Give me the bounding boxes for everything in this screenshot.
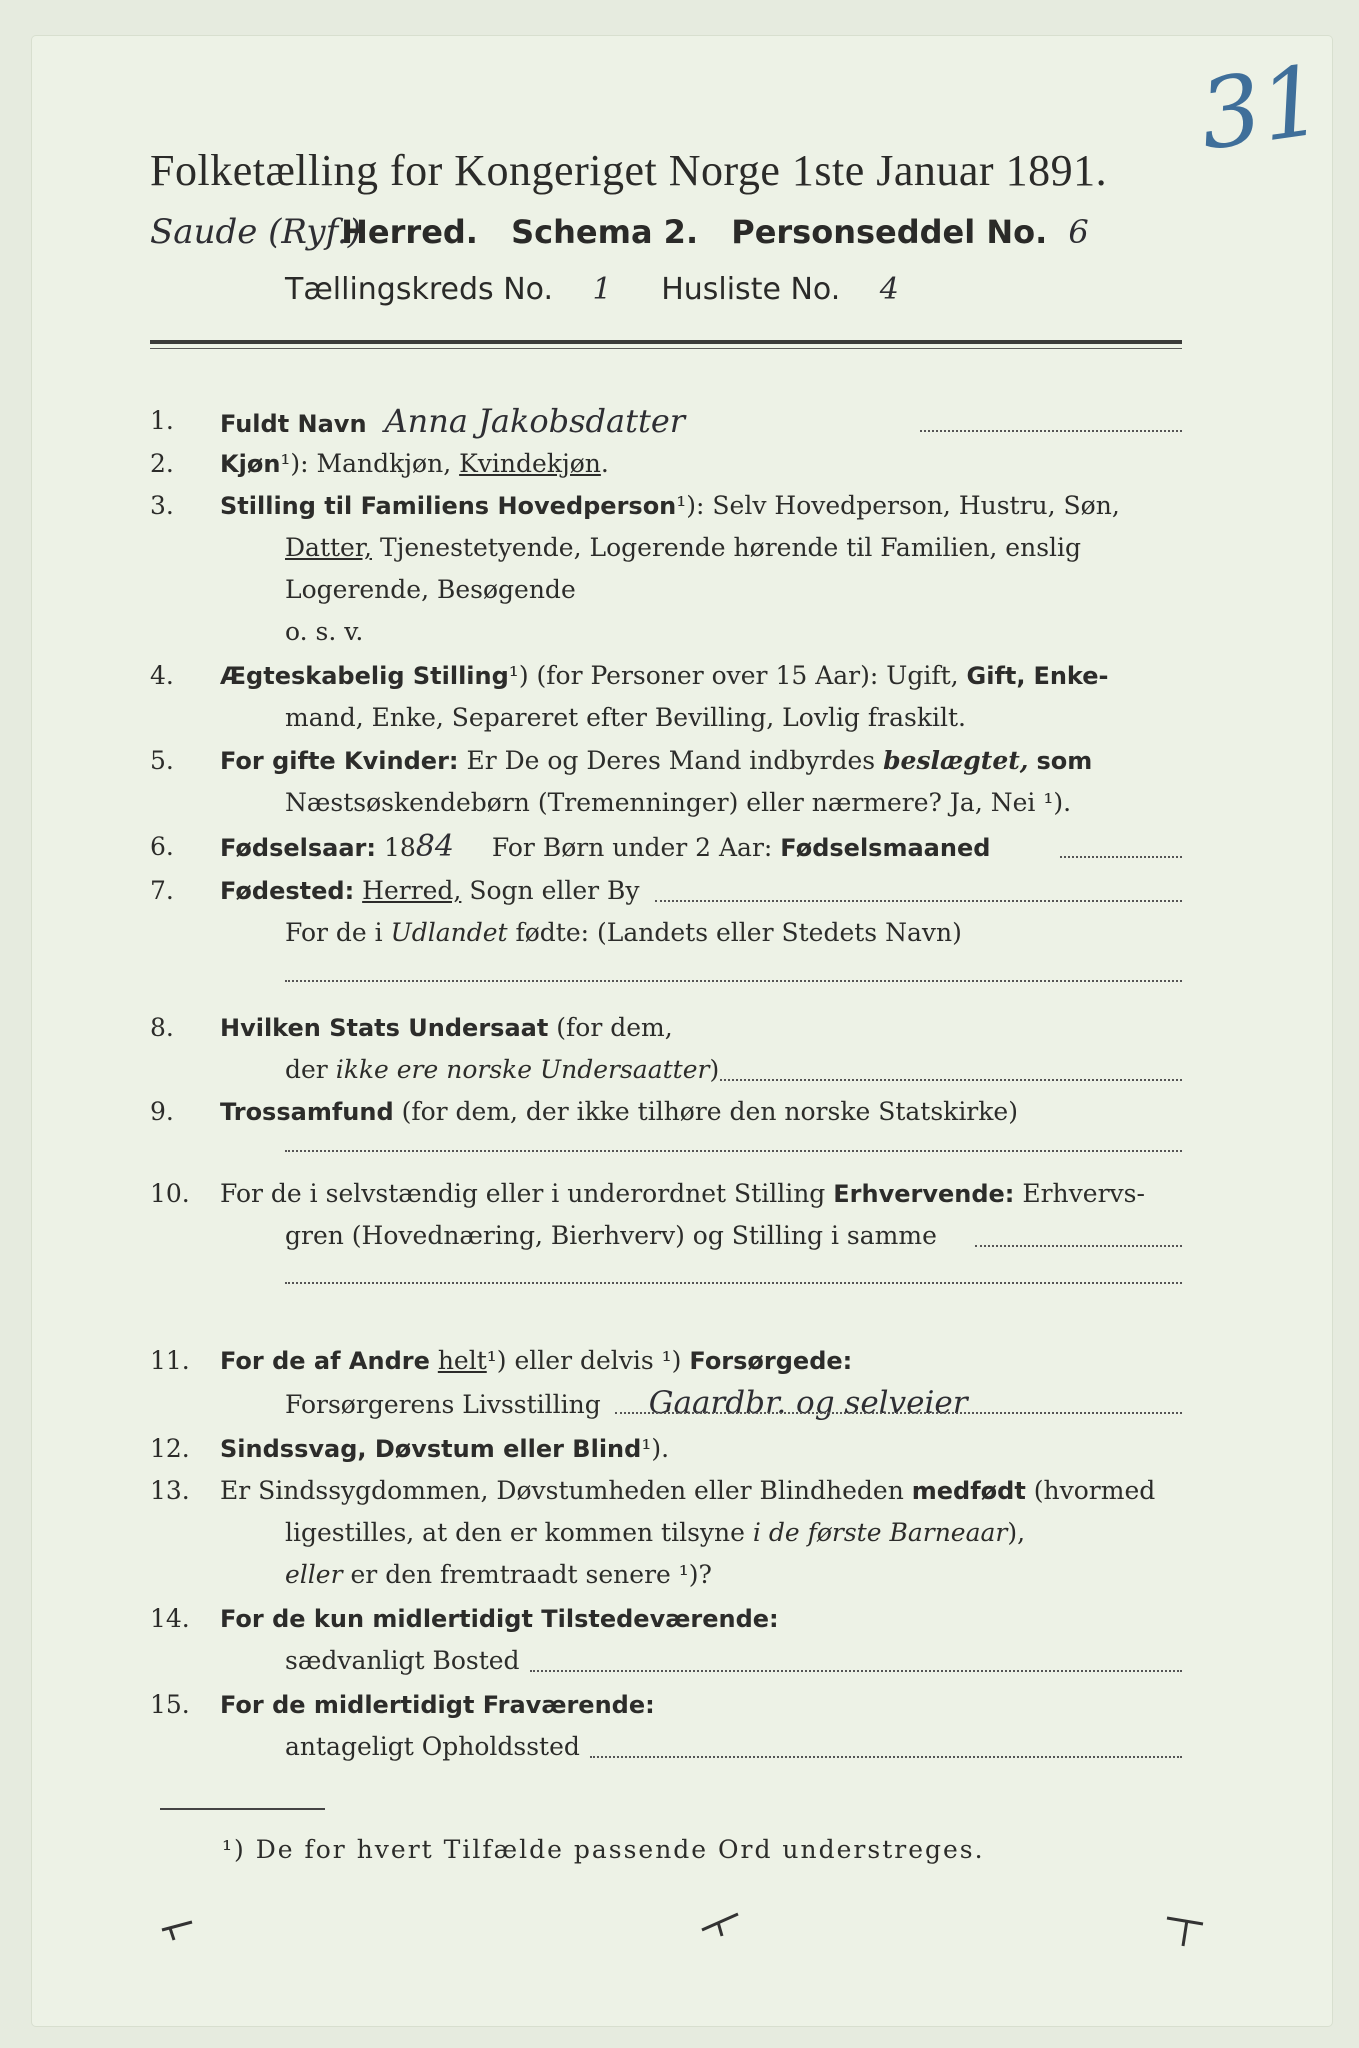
q14-label: For de kun midlertidigt Tilstedeværende:: [220, 1605, 779, 1633]
q7-text: Sogn eller By: [469, 876, 640, 905]
q5-line1: [220, 740, 1092, 782]
q4-line1: [220, 655, 1109, 697]
herred-label: Herred.: [341, 213, 478, 251]
q2-end: .: [600, 449, 609, 478]
form-title: Folketælling for Kongeriget Norge 1ste Januar 1891.: [150, 146, 1108, 195]
q10-dotted-line: [975, 1245, 1182, 1247]
q6-prefix: 18: [383, 833, 416, 862]
personseddel-value: 6: [1068, 213, 1089, 251]
header-rule-thin: [150, 348, 1182, 349]
q15-number: 15.: [150, 1690, 190, 1719]
q4-label: Ægteskabelig Stilling: [220, 662, 509, 690]
q10-line1: [220, 1173, 1145, 1215]
q13-text: Er Sindssygdommen, Døvstumheden eller Blindheden: [220, 1476, 904, 1505]
q15-line2-text: antageligt Opholdssted: [285, 1732, 580, 1761]
q5-beslaegtet: beslægtet,: [883, 746, 1029, 775]
q14-line2-text: sædvanligt Bosted: [285, 1646, 520, 1675]
q13-barneaar: i de første Barneaar: [752, 1518, 1008, 1547]
q6-dotted-line: [1060, 856, 1182, 858]
q8-dotted-line: [720, 1079, 1182, 1081]
q8-text: (for dem,: [556, 1013, 673, 1042]
q3-label: Stilling til Familiens Hovedperson: [220, 492, 677, 520]
q9-line: [220, 1091, 1018, 1133]
q6-birth-year: 84: [415, 829, 454, 864]
q13-line1: [220, 1470, 1155, 1512]
q14-dotted-line: [530, 1670, 1182, 1672]
q10-line2-text: gren (Hovednæring, Bierhverv) og Stilling i samme: [285, 1221, 937, 1250]
q6-text: For Børn under 2 Aar:: [491, 833, 773, 862]
q1-number: 1.: [150, 406, 174, 435]
q5-text: Er De og Deres Mand indbyrdes: [466, 746, 876, 775]
q8-line1: [220, 1007, 673, 1049]
q5-number: 5.: [150, 746, 174, 775]
q9-text: (for dem, der ikke tilhøre den norske Statskirke): [401, 1097, 1018, 1126]
q11-line1: [220, 1340, 852, 1382]
q15-label: For de midlertidigt Fraværende:: [220, 1691, 655, 1719]
q13-line3-text: er den fremtraadt senere ¹)?: [350, 1560, 712, 1589]
q15-dotted-line: [590, 1756, 1182, 1758]
q5-line2-text: Næstsøskendebørn (Tremenninger) eller nærmere? Ja, Nei ¹).: [285, 788, 1072, 817]
q6-line: [220, 826, 990, 869]
q14-line1: [220, 1598, 779, 1640]
q7-line2b: fødte: (Landets eller Stedets Navn): [515, 918, 962, 947]
q3-line4-text: o. s. v.: [285, 617, 364, 646]
corner-mark-center: [700, 1910, 740, 1946]
husliste-value: 4: [879, 272, 899, 307]
q7-label: Fødested:: [220, 877, 355, 905]
q1-label: Fuldt Navn: [220, 410, 367, 438]
q3-selected-datter: Datter,: [285, 533, 372, 562]
header-line-kreds: [285, 272, 1185, 307]
q9-number: 9.: [150, 1097, 174, 1126]
kreds-label: Tællingskreds No.: [285, 272, 553, 307]
q10-dotted-line-2: [285, 1282, 1182, 1284]
q8-line2a: der: [285, 1055, 328, 1084]
q7-line1: [220, 870, 640, 912]
q4-text: ¹) (for Personer over 15 Aar): Ugift,: [508, 661, 959, 690]
q7-dotted-line-2: [285, 980, 1182, 982]
q11-text: ¹) eller delvis ¹): [486, 1346, 682, 1375]
q3-line2: [285, 527, 1081, 569]
q8-line2: [285, 1049, 719, 1091]
q8-line2b: ): [709, 1055, 720, 1084]
kreds-value: 1: [592, 272, 612, 307]
q8-ikke-norske: ikke ere norske Undersaatter: [335, 1055, 710, 1084]
q1-full-name: Anna Jakobsdatter: [384, 402, 686, 440]
q6-number: 6.: [150, 832, 174, 861]
q7-line2: [285, 912, 962, 954]
q13-text2: (hvormed: [1033, 1476, 1156, 1505]
q13-medfodt: medfødt: [911, 1477, 1026, 1505]
q8-label: Hvilken Stats Undersaat: [220, 1014, 549, 1042]
q10-label: Erhvervende:: [833, 1180, 1015, 1208]
page-number: 31: [1192, 44, 1330, 172]
q3-text: ¹): Selv Hovedperson, Hustru, Søn,: [676, 491, 1120, 520]
header-line-herred: [150, 212, 1190, 252]
q7-udlandet: Udlandet: [390, 918, 508, 947]
footnote-rule: [160, 1808, 325, 1810]
corner-mark-right: [1165, 1912, 1205, 1956]
q5-som: som: [1036, 747, 1093, 775]
q12-line: [220, 1428, 669, 1470]
q13-line3: [285, 1554, 712, 1596]
q5-label: For gifte Kvinder:: [220, 747, 459, 775]
q7-dotted-line: [655, 900, 1182, 902]
q2-number: 2.: [150, 449, 174, 478]
personseddel-label: Personseddel No.: [731, 213, 1048, 251]
q12-label: Sindssvag, Døvstum eller Blind: [220, 1435, 642, 1463]
q13-number: 13.: [150, 1476, 190, 1505]
q10-text: For de i selvstændig eller i underordnet Stilling: [220, 1179, 826, 1208]
q15-line1: [220, 1684, 655, 1726]
q11-label: For de af Andre: [220, 1347, 430, 1375]
q4-number: 4.: [150, 661, 174, 690]
q11-selected-helt: helt: [437, 1346, 487, 1375]
footnote: ¹) De for hvert Tilfælde passende Ord understreges.: [222, 1835, 985, 1864]
corner-mark-left: [160, 1915, 194, 1950]
q11-number: 11.: [150, 1346, 190, 1375]
q1-line: [220, 400, 685, 445]
q12-text: ¹).: [641, 1434, 670, 1463]
schema-label: Schema 2.: [511, 213, 699, 251]
q14-number: 14.: [150, 1604, 190, 1633]
q7-line2a: For de i: [285, 918, 383, 947]
q4-line2-text: mand, Enke, Separeret efter Bevilling, Lovlig fraskilt.: [285, 703, 966, 732]
herred-value: Saude (Ryf.): [150, 212, 362, 252]
q13-line2: [285, 1512, 1025, 1554]
q9-dotted-line: [285, 1150, 1182, 1152]
q13-line2b: ),: [1007, 1518, 1026, 1547]
q2-label: Kjøn: [220, 450, 281, 478]
q3-number: 3.: [150, 491, 174, 520]
q4-gift: Gift,: [966, 662, 1026, 690]
q12-number: 12.: [150, 1434, 190, 1463]
q11-dotted-line: [615, 1412, 1182, 1414]
q8-number: 8.: [150, 1013, 174, 1042]
q3-line2-text: Tjenestetyende, Logerende hørende til Familien, enslig: [379, 533, 1082, 562]
q1-dotted-line: [920, 430, 1182, 432]
q2-line: [220, 443, 609, 485]
q10-number: 10.: [150, 1179, 190, 1208]
q11-label2: Forsørgede:: [689, 1347, 853, 1375]
q13-line2a: ligestilles, at den er kommen tilsyne: [285, 1518, 745, 1547]
header-rule: [150, 340, 1182, 344]
q7-number: 7.: [150, 876, 174, 905]
husliste-label: Husliste No.: [661, 272, 841, 307]
q2-text: ¹): Mandkjøn,: [280, 449, 452, 478]
q11-line2: [285, 1382, 968, 1426]
q3-line1: [220, 485, 1120, 527]
q10-text2: Erhvervs-: [1022, 1179, 1145, 1208]
q13-eller: eller: [285, 1560, 343, 1589]
q2-selected-female: Kvindekjøn: [459, 449, 601, 478]
q3-line3-text: Logerende, Besøgende: [285, 575, 576, 604]
q11-line2-text: Forsørgerens Livsstilling: [285, 1390, 601, 1419]
q6-label: Fødselsaar:: [220, 834, 376, 862]
q7-selected-herred: Herred,: [362, 876, 462, 905]
q9-label: Trossamfund: [220, 1098, 394, 1126]
q11-livsstilling-value: Gaardbr. og selveier: [648, 1385, 968, 1421]
q4-enke: Enke-: [1033, 662, 1109, 690]
q6-label2: Fødselsmaaned: [780, 834, 991, 862]
